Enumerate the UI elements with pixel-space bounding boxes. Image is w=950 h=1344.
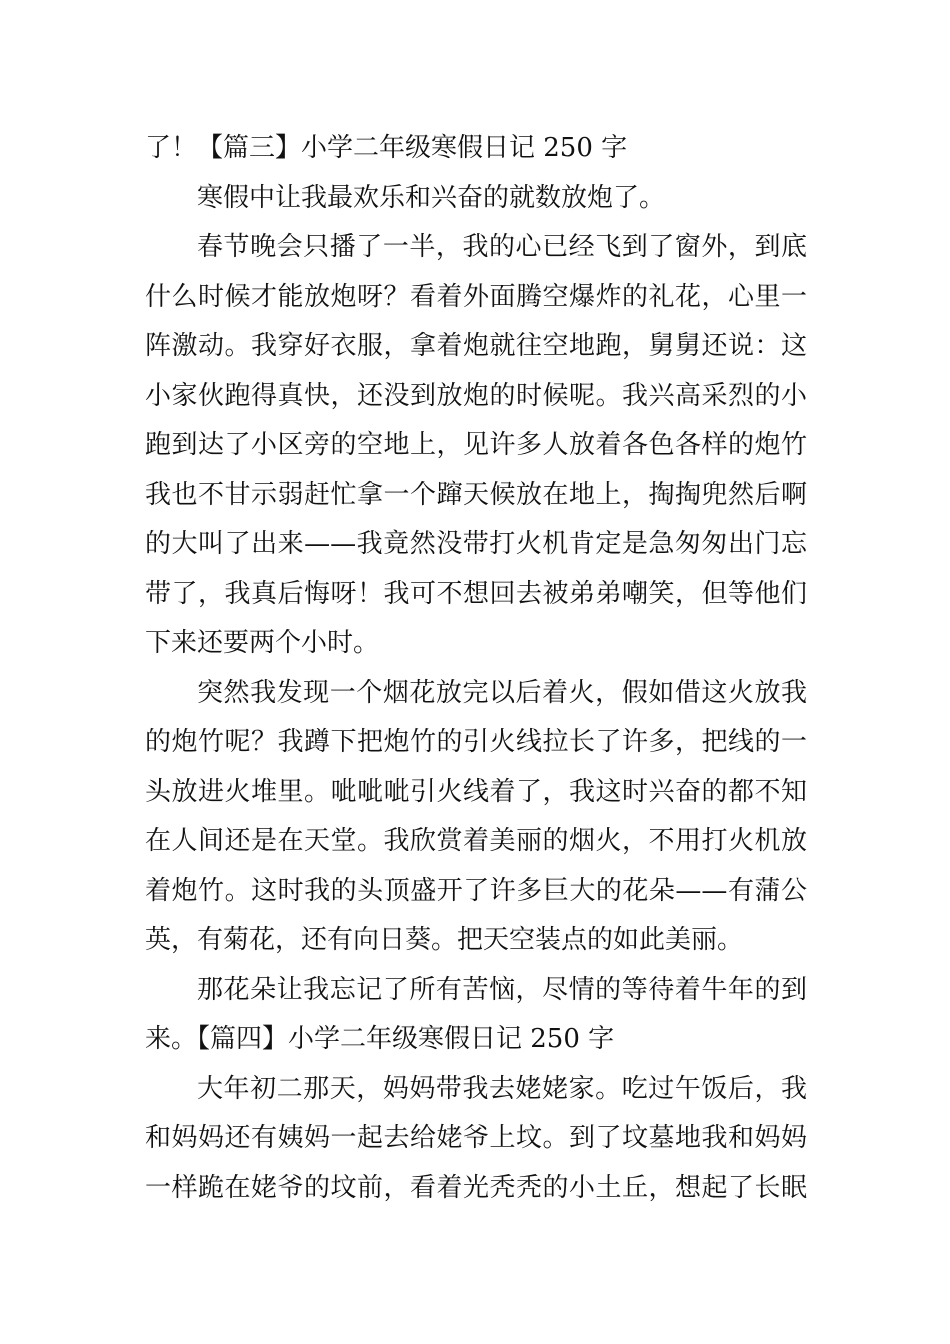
document-body-text	[145, 124, 807, 1213]
text-line: 阵激动。我穿好衣服，拿着炮就往空地跑，舅舅还说：这	[145, 331, 807, 361]
text-line: 大年初二那天，妈妈带我去姥姥家。吃过午饭后，我	[197, 1073, 807, 1104]
text-line: 一样跪在姥爷的坟前，看着光秃秃的小土丘，想起了长眠	[145, 1172, 807, 1203]
text-line: 我也不甘示弱赶忙拿一个蹿天候放在地上，掏掏兜然后啊	[145, 479, 807, 510]
text-line: 和妈妈还有姨妈一起去给姥爷上坟。到了坟墓地我和妈妈	[145, 1123, 807, 1153]
text-line: 英，有菊花，还有向日葵。把天空装点的如此美丽。	[145, 925, 744, 955]
text-line: 头放进火堆里。呲呲呲引火线着了，我这时兴奋的都不知	[145, 776, 807, 807]
text-line: 跑到达了小区旁的空地上，见许多人放着各色各样的炮竹	[145, 430, 807, 460]
text-line: 的大叫了出来——我竟然没带打火机肯定是急匆匆出门忘	[145, 529, 807, 559]
text-line: 在人间还是在天堂。我欣赏着美丽的烟火，不用打火机放	[145, 826, 807, 856]
text-line: 春节晚会只播了一半，我的心已经飞到了窗外，到底	[197, 232, 807, 262]
text-line: 寒假中让我最欢乐和兴奋的就数放炮了。	[197, 182, 666, 213]
text-line: 的炮竹呢？我蹲下把炮竹的引火线拉长了许多，把线的一	[145, 727, 807, 757]
text-line: 下来还要两个小时。	[145, 628, 380, 658]
text-line: 那花朵让我忘记了所有苦恼，尽情的等待着牛年的到	[197, 974, 807, 1005]
text-line: 小家伙跑得真快，还没到放炮的时候呢。我兴高采烈的小	[145, 380, 807, 411]
text-line: 了！【篇三】小学二年级寒假日记 250 字	[145, 133, 628, 163]
text-line: 什么时候才能放炮呀？看着外面腾空爆炸的礼花，心里一	[145, 281, 807, 312]
text-line: 突然我发现一个烟花放完以后着火，假如借这火放我	[197, 677, 807, 708]
text-line: 带了，我真后悔呀！我可不想回去被弟弟嘲笑，但等他们	[145, 578, 807, 609]
text-line: 来。【篇四】小学二年级寒假日记 250 字	[145, 1024, 615, 1054]
text-line: 着炮竹。这时我的头顶盛开了许多巨大的花朵——有蒲公	[145, 875, 807, 906]
